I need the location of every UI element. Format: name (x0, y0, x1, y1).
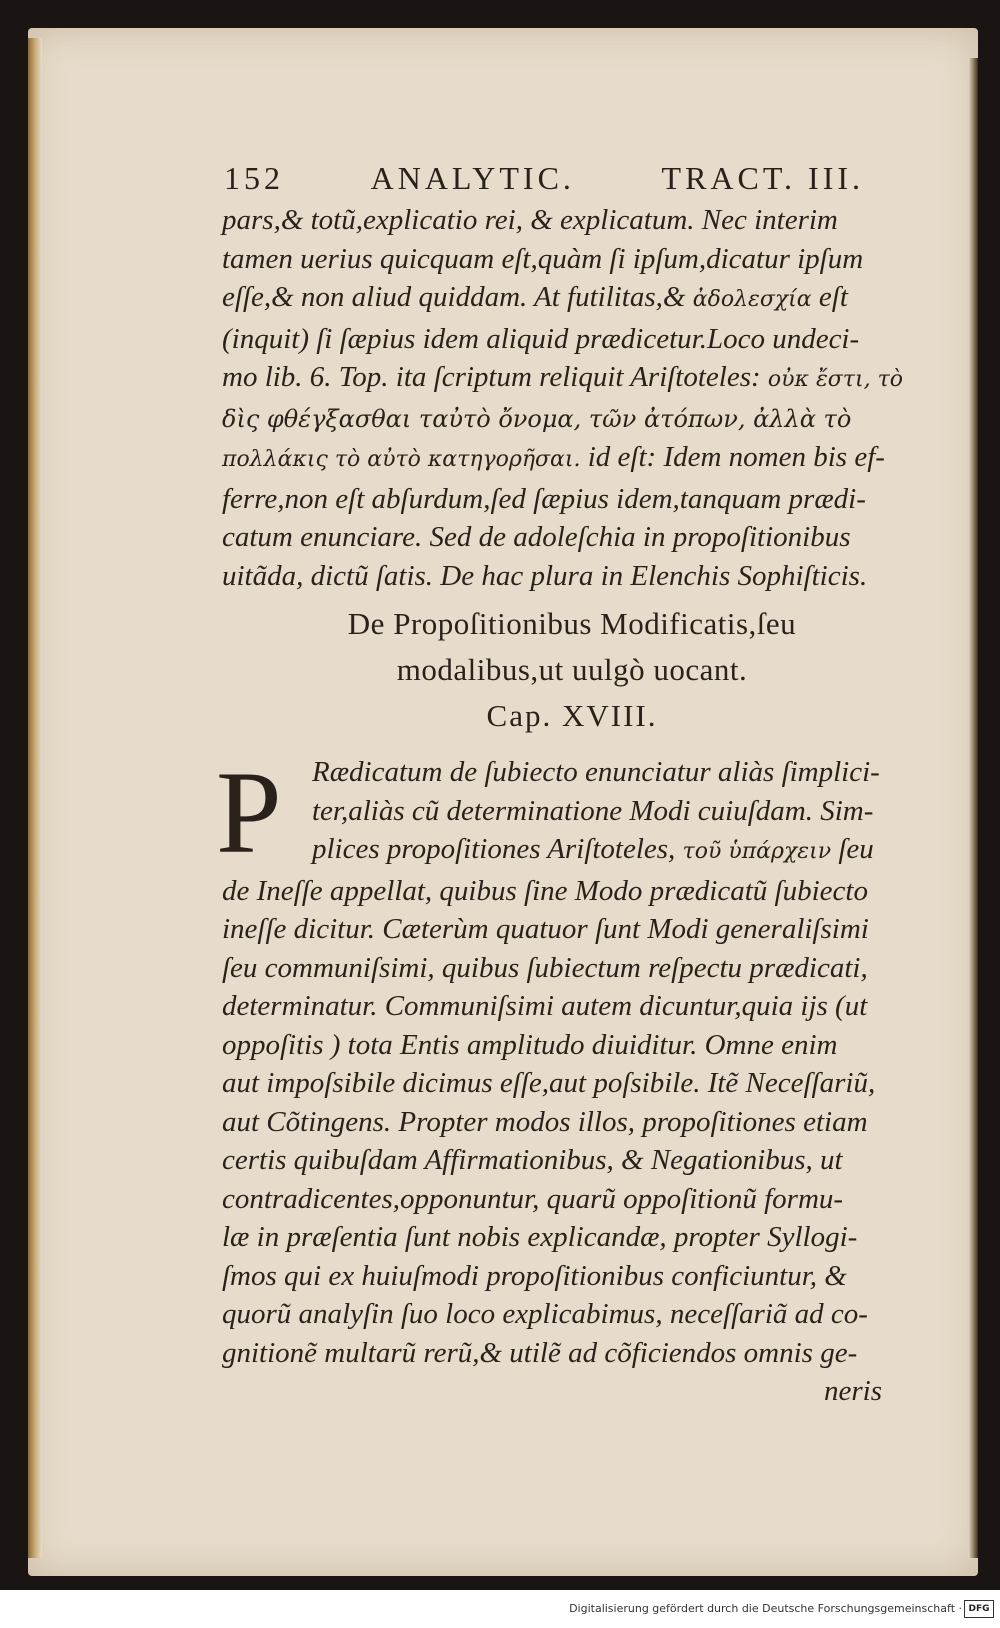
text-line: ſmos qui ex huiuſmodi propoſitionibus conficiuntur, & (222, 1259, 847, 1292)
text-fragment: eſſe,& non aliud quiddam. At futilitas,& (222, 281, 686, 313)
text-line: quorũ analyſin ſuo loco explicabimus, neceſſariã ad co- (222, 1298, 868, 1330)
running-title: ANALYTIC. (370, 160, 575, 196)
text-line: oppoſitis ) tota Entis amplitudo diuiditur. Omne enim (222, 1028, 838, 1061)
footer-credit: Digitalisierung gefördert durch die Deutsche Forschungsgemeinschaft · (569, 1602, 962, 1615)
text-line: aut Cõtingens. Propter modos illos, propoſitiones etiam (222, 1105, 868, 1138)
text-line: catum enunciare. Sed de adoleſchia in propoſitionibus (222, 521, 851, 553)
text-line: ferre,non eſt abſurdum,ſed ſæpius idem,tanquam prædi- (222, 482, 866, 515)
paragraph-1 (222, 201, 922, 595)
text-line: de Ineſſe appellat, quibus ſine Modo prædicatũ ſubiecto (222, 874, 868, 907)
text-line (222, 278, 922, 320)
digitization-footer (0, 1590, 1000, 1628)
text-line: uitãda, dictũ ſatis. De hac plura in Elenchis Sophiſticis. (222, 559, 868, 592)
page-number: 152 (224, 160, 284, 196)
text-line: certis quibuſdam Affirmationibus, & Negationibus, ut (222, 1144, 843, 1176)
text-line (222, 438, 922, 480)
text-fragment: plices propoſitiones Ariſtoteles, (312, 833, 676, 865)
text-fragment: ſeu (838, 833, 874, 865)
text-line: aut impoſsibile dicimus eſſe,aut poſsibile. Itẽ Neceſſariũ, (222, 1067, 876, 1099)
text-line: Rædicatum de ſubiecto enunciatur aliàs ſimplici- (312, 756, 880, 788)
dfg-logo-icon: DFG (964, 1600, 994, 1618)
text-fragment: mo lib. 6. Top. ita ſcriptum reliquit Ariſtoteles: (222, 361, 761, 393)
text-line: (inquit) ſi ſæpius idem aliquid prædicetur.Loco undeci- (222, 322, 860, 355)
greek-line: δὶς φθέγξασθαι ταὐτὸ ὄνομα, τῶν ἀτόπων, ἀλλὰ τὸ (222, 404, 852, 433)
text-fragment: eſt (818, 281, 848, 313)
page-text (216, 160, 922, 1411)
paragraph-2 (216, 747, 922, 1411)
running-header (224, 160, 864, 197)
book-spine (28, 38, 42, 1558)
text-line: pars,& totũ,explicatio rei, & explicatum. Nec interim (222, 204, 838, 236)
page-edge (968, 58, 978, 1558)
text-line: læ in præſentia ſunt nobis explicandæ, propter Syllogi- (222, 1221, 858, 1253)
text-line: contradicentes,opponuntur, quarũ oppoſitionũ formu- (222, 1182, 844, 1215)
section-label: TRACT. III. (661, 160, 864, 196)
chapter-heading (222, 605, 922, 735)
text-line (222, 830, 922, 872)
greek-fragment: πολλάκις τὸ αὐτὸ κατηγορῆσαι. (222, 447, 581, 472)
text-line: determinatur. Communiſsimi autem dicuntur,quia ijs (ut (222, 990, 868, 1022)
text-line (222, 358, 922, 400)
catchword: neris (824, 1375, 882, 1407)
greek-word: ἀδολεσχία (692, 287, 812, 312)
heading-line-1: De Propoſitionibus Modificatis,ſeu (347, 606, 797, 641)
text-fragment: id eſt: Idem nomen bis ef- (587, 441, 885, 473)
heading-line-2: modalibus,ut uulgò uocant. (396, 652, 748, 687)
text-line: gnitionẽ multarũ rerũ,& utilẽ ad cõficiendos omnis ge- (222, 1336, 858, 1369)
text-line: tamen uerius quicquam eſt,quàm ſi ipſum,dicatur ipſum (222, 242, 864, 275)
drop-cap: P (216, 747, 282, 878)
text-line: ineſſe dicitur. Cæterùm quatuor ſunt Modi generaliſsimi (222, 913, 869, 945)
greek-fragment: οὐκ ἔστι, τὸ (767, 367, 903, 392)
text-line: ter,aliàs cũ determinatione Modi cuiuſdam. Sim- (312, 794, 874, 827)
text-line: ſeu communiſsimi, quibus ſubiectum reſpectu prædicati, (222, 951, 868, 984)
chapter-number: Cap. XVIII. (486, 698, 658, 733)
greek-fragment: τοῦ ὑπάρχειν (682, 839, 832, 864)
